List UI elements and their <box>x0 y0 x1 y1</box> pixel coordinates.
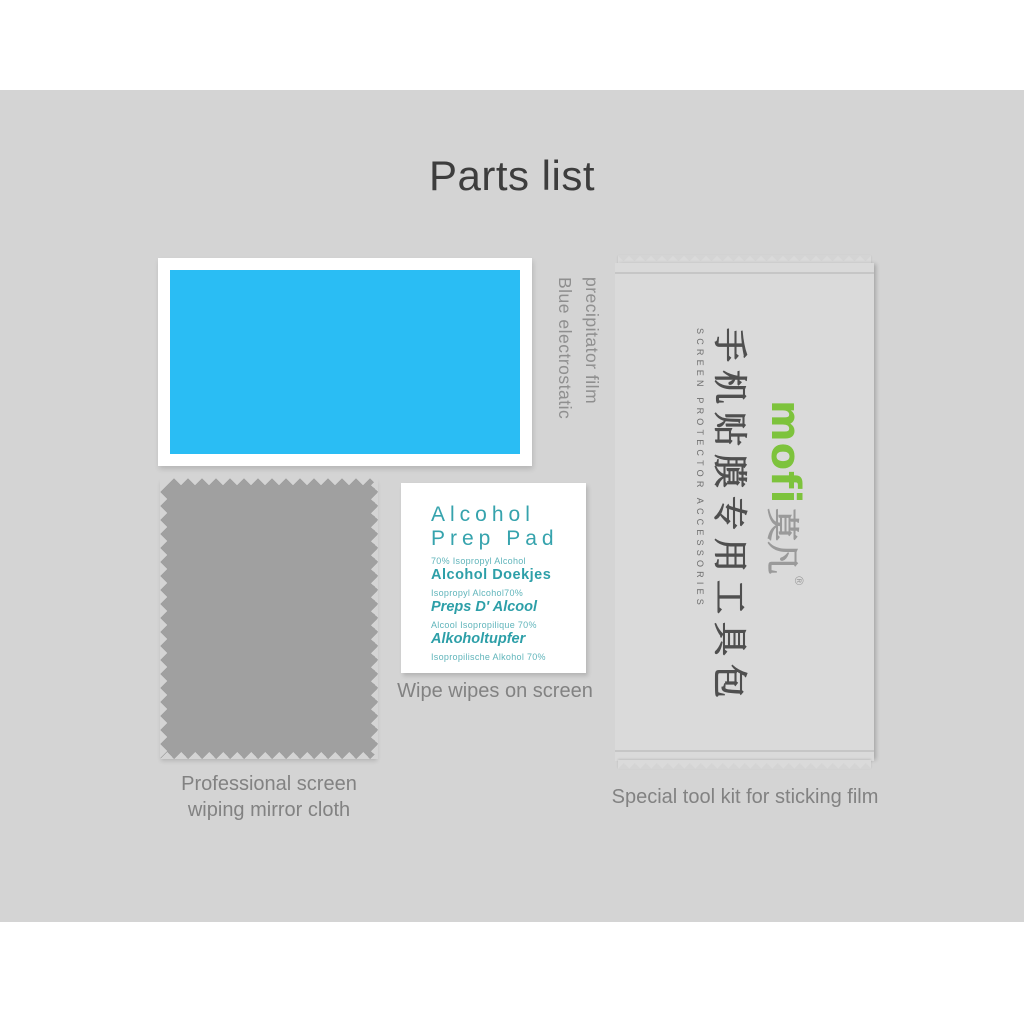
prep-pad-text: Alcohol Doekjes <box>431 567 552 583</box>
prep-pad-text: Isopropyl Alcohol70% <box>431 588 524 598</box>
prep-pad-title-line-1: Alcohol <box>431 503 535 526</box>
cloth-caption-line-1: Professional screen <box>181 773 357 795</box>
cloth-zigzag-edge-bottom <box>160 752 378 759</box>
film-label-line-2: precipitator film <box>582 277 602 405</box>
prep-pad-caption: Wipe wipes on screen <box>397 680 593 702</box>
prep-pad-text: Alkoholtupfer <box>431 631 526 647</box>
cloth-caption-line-2: wiping mirror cloth <box>187 799 351 821</box>
package-headline <box>695 328 757 728</box>
mofi-brand-chinese: 莫凡 <box>764 508 802 575</box>
package-seal-line-bottom <box>615 750 874 752</box>
prep-pad-text: Alcool Isopropilique 70% <box>431 620 537 630</box>
package-subtitle-english: SCREEN PROTECTOR ACCESSORIES <box>695 328 705 609</box>
package-print <box>695 328 808 728</box>
cloth-zigzag-edge-left <box>160 478 167 759</box>
mofi-logo <box>762 328 808 728</box>
alcohol-prep-pad <box>401 483 586 673</box>
wiping-cloth <box>160 478 378 759</box>
cloth-caption <box>139 771 399 823</box>
tool-kit-package <box>615 255 874 769</box>
mofi-brand-latin: mofi <box>762 400 808 505</box>
film-label <box>551 277 605 487</box>
prep-pad-text: 70% Isopropyl Alcohol <box>431 556 526 566</box>
prep-pad-text: Isopropilische Alkohol 70% <box>431 652 546 662</box>
prep-pad-text: Preps D' Alcool <box>431 599 538 615</box>
electrostatic-film <box>158 258 532 466</box>
film-label-line-1: Blue electrostatic <box>555 277 575 420</box>
page-title: Parts list <box>428 152 596 199</box>
electrostatic-film-surface <box>170 270 520 454</box>
cloth-zigzag-edge-top <box>160 478 378 485</box>
package-headline-chinese: 手机贴膜专用工具包 <box>710 328 748 706</box>
package-seal-line-top <box>615 272 874 274</box>
registered-trademark-mark: ® <box>792 576 806 586</box>
package-serrated-edge-bottom <box>618 760 871 769</box>
prep-pad-title-line-2: Prep Pad <box>431 527 559 550</box>
toolkit-caption: Special tool kit for sticking film <box>611 786 879 808</box>
cloth-zigzag-edge-right <box>371 478 378 759</box>
